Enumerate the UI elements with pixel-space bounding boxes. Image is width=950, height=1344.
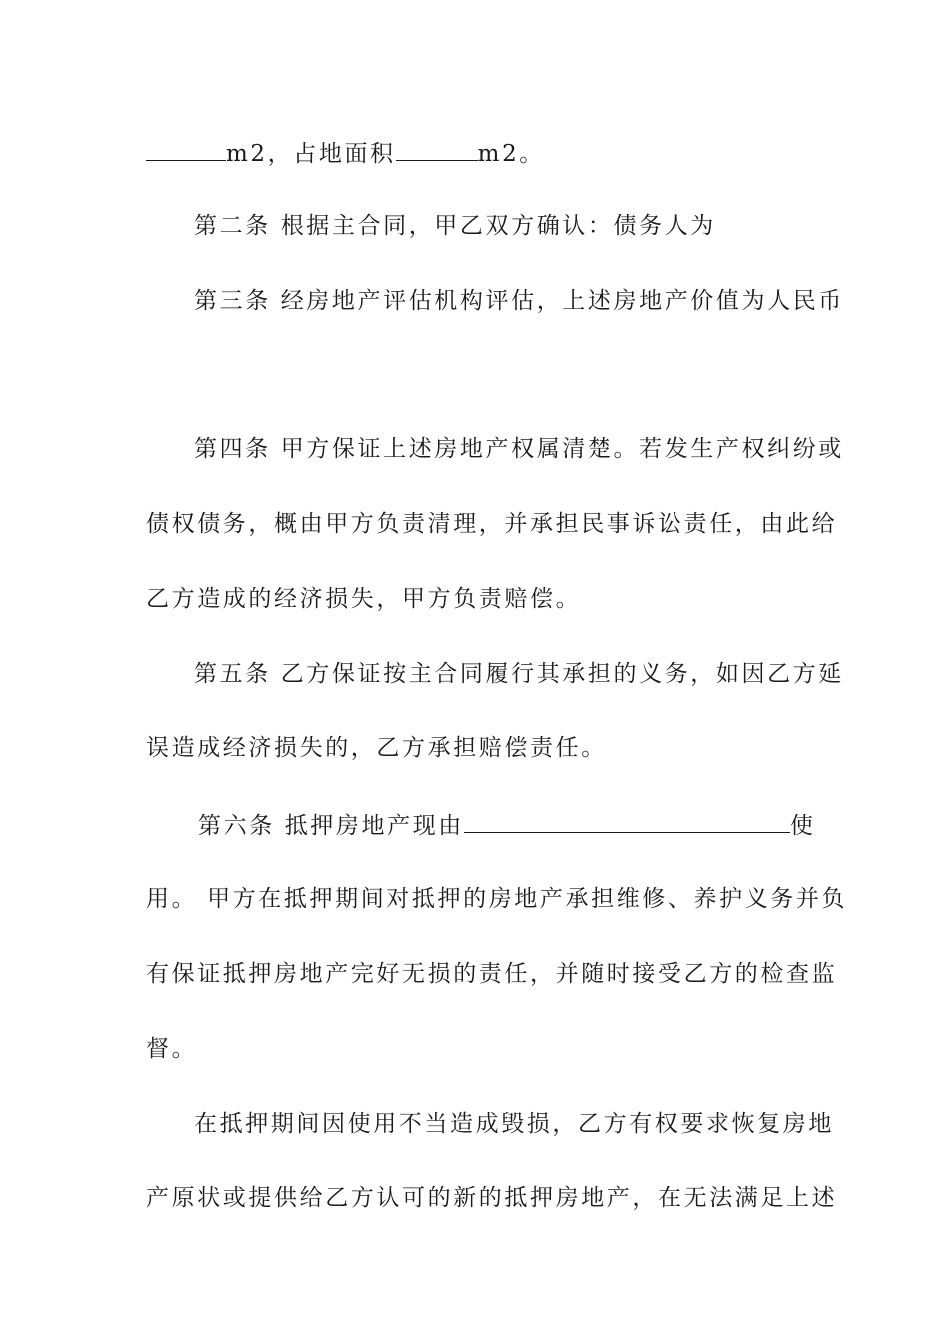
article-6-line-4: 督。 — [146, 1036, 198, 1062]
blank-field[interactable] — [146, 138, 226, 161]
area-text-2: m2。 — [477, 141, 545, 167]
article-6-line-1 — [198, 810, 816, 841]
area-line — [146, 138, 806, 169]
paragraph-line-1: 在抵押期间因使用不当造成毁损，乙方有权要求恢复房地 — [194, 1111, 834, 1137]
article-5-line-1: 第五条 乙方保证按主合同履行其承担的义务，如因乙方延 — [194, 661, 844, 687]
article-4-line-2: 债权债务，概由甲方负责清理，并承担民事诉讼责任，由此给 — [146, 511, 838, 537]
article-5-line-2: 误造成经济损失的，乙方承担赔偿责任。 — [146, 735, 607, 761]
article-3: 第三条 经房地产评估机构评估，上述房地产价值为人民币 — [194, 288, 844, 314]
paragraph-line-2: 产原状或提供给乙方认可的新的抵押房地产，在无法满足上述 — [146, 1185, 838, 1211]
article-6-line-2: 用。 甲方在抵押期间对抵押的房地产承担维修、养护义务并负 — [146, 886, 848, 912]
article-4-line-3: 乙方造成的经济损失，甲方负责赔偿。 — [146, 586, 582, 612]
article-6-prefix: 第六条 抵押房地产现由 — [198, 813, 464, 839]
article-6-suffix: 使 — [789, 813, 816, 839]
article-6-line-3: 有保证抵押房地产完好无损的责任，并随时接受乙方的检查监 — [146, 961, 838, 987]
article-2: 第二条 根据主合同，甲乙双方确认：债务人为 — [194, 213, 716, 239]
blank-field[interactable] — [396, 138, 478, 161]
area-text-1: m2，占地面积 — [226, 141, 396, 167]
article-4-line-1: 第四条 甲方保证上述房地产权属清楚。若发生产权纠纷或 — [194, 436, 844, 462]
blank-field[interactable] — [464, 810, 790, 833]
